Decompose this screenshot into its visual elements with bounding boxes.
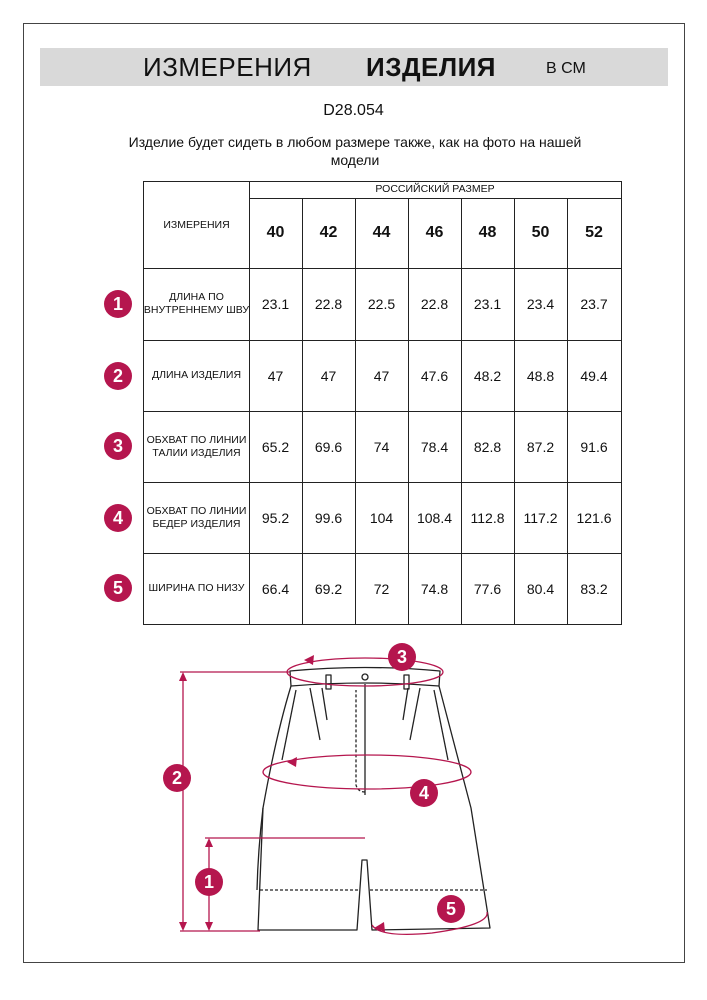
diagram-marker-2: 2 [163, 764, 191, 792]
row-label-length: ДЛИНА ИЗДЕЛИЯ [151, 369, 242, 381]
table-cell: 91.6 [580, 438, 608, 455]
table-cell: 69.2 [314, 580, 343, 597]
table-cell: 23.7 [580, 296, 608, 312]
size-header-48: 48 [478, 224, 497, 241]
size-header-44: 44 [372, 224, 391, 241]
table-cell: 48.8 [526, 367, 555, 384]
table-cell: 23.4 [526, 296, 555, 312]
pocket-left [282, 690, 296, 760]
size-header-40: 40 [266, 224, 285, 241]
product-code: D28.054 [323, 102, 384, 119]
arrow-head [179, 922, 187, 931]
table-cell: 82.8 [473, 438, 502, 455]
size-header-52: 52 [585, 224, 603, 241]
size-header-42: 42 [319, 224, 338, 241]
row-badge-5: 5 [104, 574, 132, 602]
arrow-head [205, 838, 213, 847]
table-cell: 74.8 [420, 580, 449, 597]
table-cell: 47.6 [420, 367, 449, 384]
table-cell: 74 [373, 438, 390, 455]
row-label-hem-width: ШИРИНА ПО НИЗУ [148, 582, 245, 594]
table-cell: 112.8 [470, 509, 505, 526]
table-cell: 80.4 [526, 580, 555, 597]
table-cell: 47 [320, 367, 337, 384]
diagram-marker-3: 3 [388, 643, 416, 671]
shorts-body-outline [258, 686, 490, 930]
size-header-46: 46 [425, 224, 444, 241]
measure-header: ИЗМЕРЕНИЯ [163, 218, 230, 231]
table-cell: 121.6 [576, 509, 612, 526]
table-cell: 69.6 [314, 438, 343, 455]
belt-loop [326, 675, 331, 689]
table-cell: 47 [373, 367, 390, 384]
hem-arc [372, 912, 487, 934]
row-badge-1: 1 [104, 290, 132, 318]
arrow-head [179, 672, 187, 681]
table-cell: 22.8 [420, 296, 449, 312]
table-cell: 72 [373, 580, 390, 597]
size-group-header: РОССИЙСКИЙ РАЗМЕР [375, 183, 495, 195]
button [362, 674, 368, 680]
belt-loop [404, 675, 409, 689]
table-cell: 23.1 [261, 296, 290, 312]
table-cell: 65.2 [261, 438, 290, 455]
table-cell: 22.5 [367, 296, 396, 312]
table-cell: 104 [369, 509, 394, 526]
row-label-waist: ОБХВАТ ПО ЛИНИИ ТАЛИИ ИЗДЕЛИЯ [146, 433, 247, 459]
row-label-hips: ОБХВАТ ПО ЛИНИИ БЕДЕР ИЗДЕЛИЯ [146, 504, 247, 530]
table-cell: 48.2 [473, 367, 502, 384]
waistband-outline [290, 668, 440, 687]
diagram-marker-4: 4 [410, 779, 438, 807]
table-cell: 47 [267, 367, 284, 384]
table-cell: 66.4 [261, 580, 290, 597]
row-badge-4: 4 [104, 504, 132, 532]
pleat-right-2 [403, 688, 408, 720]
row-badge-3: 3 [104, 432, 132, 460]
table-cell: 22.8 [314, 296, 343, 312]
title-bold: ИЗДЕЛИЯ [366, 52, 496, 82]
table-cell: 108.4 [416, 509, 453, 526]
pleat-left [310, 688, 320, 740]
unit-label: В СМ [546, 60, 586, 77]
diagram-marker-1: 1 [195, 868, 223, 896]
size-header-50: 50 [531, 224, 550, 241]
table-cell: 49.4 [580, 367, 608, 384]
table-cell: 23.1 [473, 296, 502, 312]
table-cell: 95.2 [261, 509, 290, 526]
table-cell: 117.2 [523, 509, 558, 526]
row-badge-2: 2 [104, 362, 132, 390]
pocket-right [434, 690, 448, 760]
fit-note: Изделие будет сидеть в любом размере также, как на фото на нашей модели [128, 134, 582, 168]
table-cell: 78.4 [420, 438, 449, 455]
diagram-marker-5: 5 [437, 895, 465, 923]
pleat-right [410, 688, 420, 740]
title-regular: ИЗМЕРЕНИЯ [143, 52, 312, 82]
table-cell: 87.2 [526, 438, 555, 455]
table-cell: 83.2 [580, 580, 608, 597]
pleat-left-2 [322, 688, 327, 720]
table-cell: 99.6 [314, 509, 343, 526]
arrow-head [205, 922, 213, 931]
table-cell: 77.6 [473, 580, 502, 597]
row-label-inseam: ДЛИНА ПО ВНУТРЕННЕМУ ШВУ [143, 291, 250, 316]
arrow-head [287, 757, 297, 767]
fly-stitch [356, 690, 365, 792]
